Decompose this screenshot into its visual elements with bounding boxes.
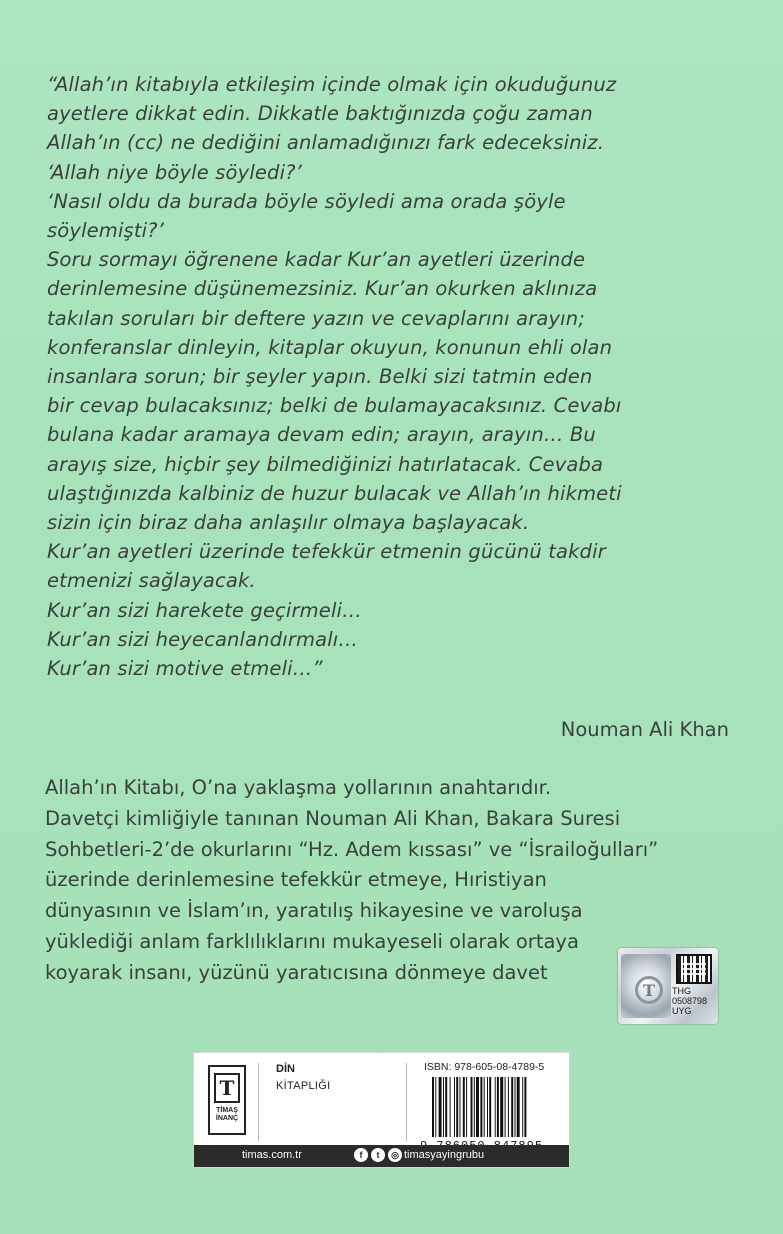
- quote-line: takılan soruları bir deftere yazın ve cevaplarını arayın;: [47, 306, 585, 330]
- quote-line: ayetlere dikkat edin. Dikkatle baktığınızda çoğu zaman: [47, 102, 593, 126]
- publisher-footer: [194, 1145, 569, 1167]
- divider: [406, 1063, 407, 1141]
- qr-code-icon: [676, 954, 712, 984]
- facebook-icon[interactable]: f: [354, 1148, 368, 1162]
- quote-line: Kur’an ayetleri üzerinde tefekkür etmenin gücünü takdir: [47, 540, 606, 564]
- publisher-logo: [208, 1065, 246, 1135]
- barcode-icon: [432, 1077, 558, 1137]
- quote-line: Allah’ın (cc) ne dediğini anlamadığınızı fark edeceksiniz.: [47, 131, 605, 155]
- divider: [258, 1063, 259, 1141]
- quote-line: bulana kadar aramaya devam edin; arayın, arayın… Bu: [47, 423, 596, 447]
- quote-block: [47, 70, 747, 683]
- quote-line: derinlemesine düşünemezsiniz. Kur’an okurken aklınıza: [47, 277, 598, 301]
- seal-logo-icon: T: [635, 976, 663, 1004]
- quote-line: Kur’an sizi harekete geçirmeli…: [47, 598, 362, 622]
- quote-line: arayış size, hiçbir şey bilmediğinizi hatırlatacak. Cevaba: [47, 452, 604, 476]
- quote-line: konferanslar dinleyin, kitaplar okuyun, konunun ehli olan: [47, 335, 613, 359]
- hologram-seal: [621, 954, 671, 1018]
- social-handle[interactable]: timasyayingrubu: [404, 1149, 485, 1161]
- quote-line: ‘Nasıl oldu da burada böyle söyledi ama orada şöyle: [47, 189, 566, 213]
- quote-author: Nouman Ali Khan: [560, 718, 729, 741]
- quote-line: söylemişti?’: [47, 219, 165, 243]
- blurb-line: Sohbetleri-2’de okurlarını “Hz. Adem kıssası” ve “İsrailoğulları”: [45, 837, 659, 861]
- social-icons: [354, 1148, 402, 1162]
- website-link[interactable]: timas.com.tr: [242, 1149, 302, 1161]
- blurb-line: Davetçi kimliğiyle tanınan Nouman Ali Khan, Bakara Suresi: [45, 806, 621, 830]
- hologram-sticker: [618, 948, 718, 1024]
- twitter-icon[interactable]: t: [371, 1148, 385, 1162]
- quote-line: Soru sormayı öğrenene kadar Kur’an ayetleri üzerinde: [47, 248, 586, 272]
- blurb-line: üzerinde derinlemesine tefekkür etmeye, Hıristiyan: [45, 868, 547, 892]
- blurb-line: dünyasının ve İslam’ın, yaratılış hikayesine ve varoluşa: [45, 899, 583, 923]
- quote-line: sizin için biraz daha anlaşılır olmaya başlayacak.: [47, 511, 530, 535]
- publisher-logo-text: TİMAŞ İNANÇ: [215, 1107, 239, 1122]
- sticker-code: THG 0508798 UYG: [672, 986, 708, 1016]
- quote-line: Kur’an sizi motive etmeli…”: [47, 657, 323, 681]
- series-subtitle: KİTAPLIĞI: [276, 1080, 331, 1092]
- publisher-logo-icon: T: [214, 1073, 240, 1103]
- quote-line: insanlara sorun; bir şeyler yapın. Belki sizi tatmin eden: [47, 365, 593, 389]
- quote-line: ‘Allah niye böyle söyledi?’: [47, 160, 302, 184]
- blurb-line: koyarak insanı, yüzünü yaratıcısına dönmeye davet: [45, 960, 548, 984]
- series-title: DİN: [276, 1063, 295, 1075]
- publisher-panel: [193, 1052, 570, 1168]
- blurb-line: Allah’ın Kitabı, O’na yaklaşma yollarının anahtarıdır.: [45, 776, 552, 799]
- quote-line: etmenizi sağlayacak.: [47, 569, 256, 593]
- quote-line: ulaştığınızda kalbiniz de huzur bulacak ve Allah’ın hikmeti: [47, 481, 622, 505]
- instagram-icon[interactable]: ◎: [388, 1148, 402, 1162]
- quote-line: bir cevap bulacaksınız; belki de bulamayacaksınız. Cevabı: [47, 394, 622, 418]
- blurb-line: yüklediği anlam farklılıklarını mukayeseli olarak ortaya: [45, 929, 579, 953]
- isbn-text: ISBN: 978-605-08-4789-5: [424, 1061, 545, 1073]
- quote-line: Kur’an sizi heyecanlandırmalı…: [47, 627, 359, 651]
- quote-line: “Allah’ın kitabıyla etkileşim içinde olmak için okuduğunuz: [47, 73, 617, 96]
